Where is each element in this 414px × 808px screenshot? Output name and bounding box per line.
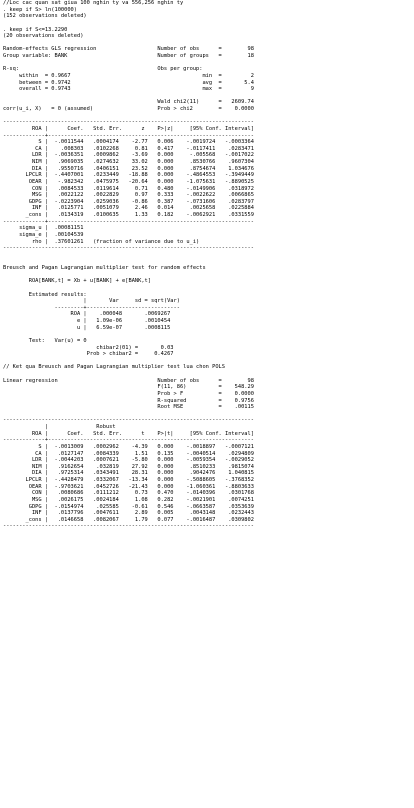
- output-line: [3, 285, 414, 292]
- output-line: [3, 258, 414, 265]
- output-line: S | -.0013009 .0002962 -4.39 0.000 -.0018897 -.0007121: [3, 443, 254, 450]
- output-line: [3, 331, 414, 338]
- output-line: Prob > chibar2 = 0.4267: [3, 351, 174, 358]
- output-line: LPCLR | -.4428479 .0332067 -13.34 0.000 -.5088605 -.3768352: [3, 477, 254, 483]
- output-line: Root MSE = .00115: [3, 404, 254, 411]
- output-line: sigma_e | .00104539: [3, 231, 84, 238]
- output-line: NIM | .9162654 .032819 27.92 0.000 .8510233 .9815074: [3, 463, 254, 470]
- output-line: MSG | .0026175 .0024184 1.08 0.282 -.0021901 .0074251: [3, 496, 254, 503]
- output-line: corr(u_i, X) = 0 (assumed) Prob > chi2 = 0.0000: [3, 106, 254, 112]
- output-line: Linear regression Number of obs = 98: [3, 377, 254, 384]
- output-line: [3, 20, 414, 27]
- output-line: NIM | .9069035 .0274632 33.02 0.000 .8530766 .9607304: [3, 159, 254, 165]
- output-line: OEAR | -.982342 .0475975 -20.64 0.000 -1.075631 -.8890525: [3, 178, 254, 185]
- output-line: GDPG | -.0154974 .025585 -0.61 0.546 -.0663587 .0353639: [3, 503, 254, 510]
- output-line: ROA | Coef. Std. Err. t P>|t| [95% Conf. Interval]: [3, 430, 254, 437]
- output-line: Prob > F = 0.0000: [3, 390, 254, 397]
- output-line: DIA | .9725314 .0343491 28.31 0.000 .9042476 1.040815: [3, 470, 254, 477]
- output-line: _cons | .0146658 .0082067 1.79 0.077 -.0016487 .0309802: [3, 516, 254, 523]
- output-line: within = 0.9667 min = 2: [3, 72, 254, 79]
- output-line: F(11, 86) = 548.29: [3, 384, 254, 391]
- output-line: //Loc cac quan sat giua 100 nghin ty va 556,256 nghin ty: [3, 0, 184, 6]
- output-line: (20 observations deleted): [3, 33, 84, 40]
- output-line: CON | .0084533 .0119614 0.71 0.480 -.0149906 .0318972: [3, 185, 254, 192]
- output-line: DIA | .9550716 .0406151 23.52 0.000 .8754674 1.034676: [3, 165, 254, 172]
- output-line: between = 0.9742 avg = 5.4: [3, 79, 254, 86]
- output-line: [3, 272, 414, 279]
- output-line: ROA | Coef. Std. Err. z P>|z| [95% Conf. Interval]: [3, 125, 254, 132]
- output-line: -------------+----------------------------------------------------------------: [3, 132, 254, 139]
- output-line: OEAR | -.9703621 .0452726 -21.43 0.000 -1.060361 -.8803633: [3, 483, 254, 490]
- output-line: ROA[BANK,t] = Xb + u[BANK] + e[BANK,t]: [3, 278, 151, 285]
- output-line: u | 6.59e-07 .0008115: [3, 324, 171, 331]
- output-line: . keep if S> ln(100000): [3, 6, 77, 13]
- output-line: Wald chi2(11) = 2609.74: [3, 99, 254, 106]
- output-line: R-sq: Obs per group:: [3, 66, 203, 73]
- output-line: [3, 93, 414, 100]
- output-line: Breusch and Pagan Lagrangian multiplier test for random effects: [3, 265, 206, 271]
- output-line: [3, 113, 414, 120]
- output-line: S | -.0011544 .0004174 -2.77 0.006 -.0019724 -.0003364: [3, 139, 254, 146]
- output-line: ------------------------------------------------------------------------------: [3, 417, 254, 424]
- output-line: CA | .0127147 .0084339 1.51 0.135 -.0040514 .0294809: [3, 450, 254, 457]
- output-line: // Ket qua Breusch and Pagan Lagrangian multiplier test lua chon POLS: [3, 364, 225, 371]
- output-line: ROA | .000048 .0069267: [3, 311, 171, 318]
- output-line: e | 1.09e-06 .0010454: [3, 318, 171, 324]
- output-line: sigma_u | .00081151: [3, 225, 84, 232]
- output-line: Group variable: BANK Number of groups = 18: [3, 53, 254, 59]
- output-line: ---------+-----------------------------: [3, 304, 180, 311]
- output-line: . keep if S<=13.2290: [3, 26, 68, 33]
- output-line: [3, 252, 414, 259]
- output-line: -------------+----------------------------------------------------------------: [3, 437, 254, 444]
- output-line: CON | .0080686 .0111212 0.73 0.470 -.0140396 .0301768: [3, 490, 254, 497]
- output-line: _cons | .0134319 .0100635 1.33 0.182 -.0062921 .0331559: [3, 212, 254, 218]
- output-line: LDR | -.0036351 .0009862 -3.69 0.000 -.005568 -.0017022: [3, 152, 254, 159]
- output-line: ------------------------------------------------------------------------------: [3, 119, 254, 126]
- output-line: [3, 60, 414, 67]
- output-line: [3, 371, 414, 378]
- output-line: [3, 358, 414, 365]
- output-line: CA | .008303 .0102268 0.81 0.417 -.0117411 .0283471: [3, 145, 254, 152]
- output-line: GDPG | -.0223904 .0259036 -0.86 0.387 -.0731606 .0283797: [3, 198, 254, 205]
- output-line: Estimated results:: [3, 291, 87, 298]
- output-line: LPCLR | -.4407001 .0233449 -18.88 0.000 -.4864553 -.3949449: [3, 172, 254, 179]
- output-line: (152 observations deleted): [3, 13, 87, 20]
- output-line: [3, 40, 414, 47]
- output-line: rho | .37601261 (fraction of variance due to u_i): [3, 238, 200, 245]
- output-line: chibar2(01) = 0.03: [3, 344, 174, 351]
- output-line: INF | .0125771 .0051079 2.46 0.014 .0025658 .0225884: [3, 205, 254, 212]
- output-line: ------------------------------------------------------------------------------: [3, 245, 254, 252]
- output-line: | Robust: [3, 424, 116, 430]
- output-line: Random-effects GLS regression Number of obs = 98: [3, 46, 254, 53]
- output-line: [3, 411, 414, 418]
- output-line: Test: Var(u) = 0: [3, 337, 87, 344]
- output-line: INF | .0137796 .0047611 2.89 0.005 .0043148 .0232443: [3, 510, 254, 517]
- output-line: ------------------------------------------------------------------------------: [3, 523, 254, 530]
- output-line: -------------+----------------------------------------------------------------: [3, 218, 254, 225]
- output-line: R-squared = 0.9756: [3, 397, 254, 404]
- output-line: MSG | .0022122 .0022829 0.97 0.333 -.0022622 .0066865: [3, 192, 254, 199]
- output-line: | Var sd = sqrt(Var): [3, 298, 180, 305]
- output-line: overall = 0.9743 max = 9: [3, 86, 254, 93]
- output-line: LDR | -.0044203 .0007621 -5.80 0.000 -.0059354 -.0029052: [3, 457, 254, 464]
